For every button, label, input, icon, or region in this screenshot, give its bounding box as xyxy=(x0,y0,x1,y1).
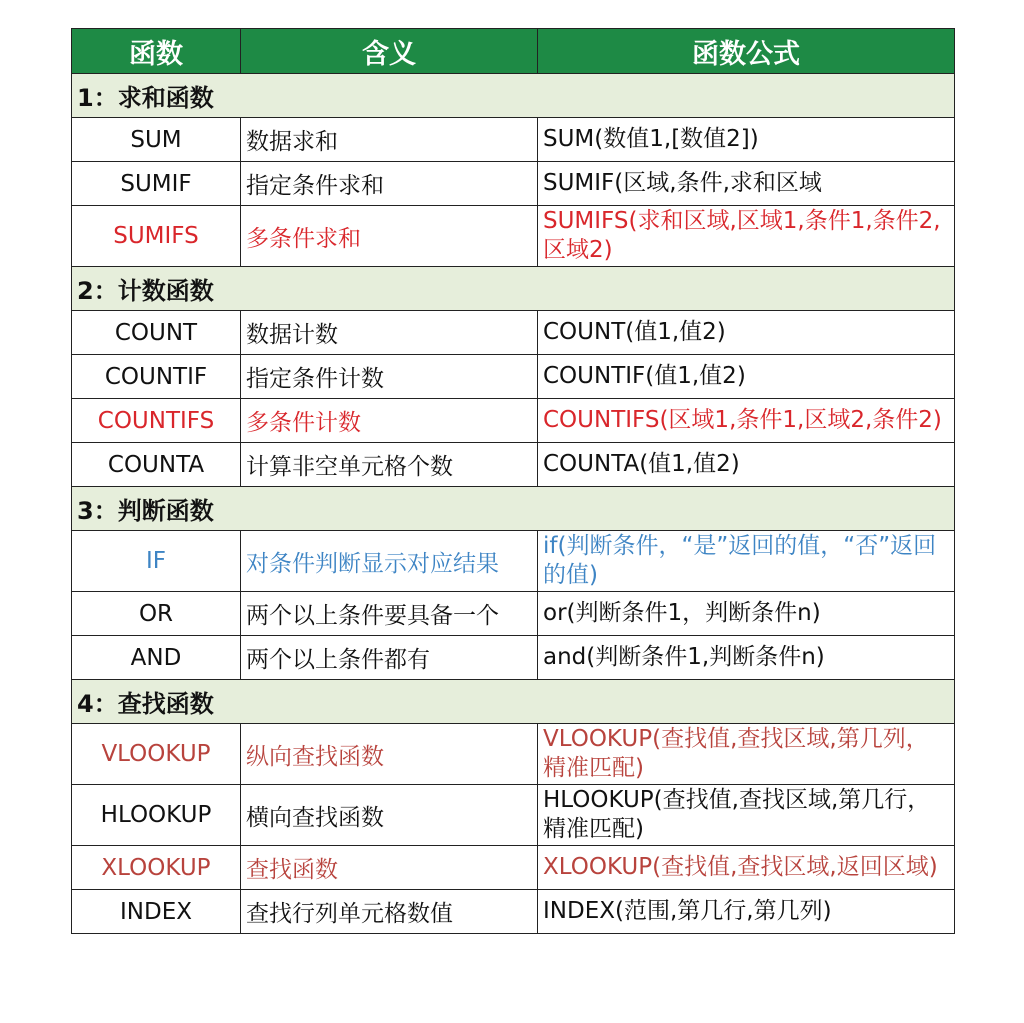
table-header-row xyxy=(72,29,955,74)
table-row xyxy=(72,890,955,934)
section-title: 1：求和函数 xyxy=(72,74,955,118)
section-row-lookup xyxy=(72,680,955,724)
function-formula: COUNT(值1,值2) xyxy=(538,311,955,355)
table-row xyxy=(72,785,955,846)
function-meaning: 指定条件求和 xyxy=(241,162,538,206)
header-meaning: 含义 xyxy=(241,29,538,74)
function-meaning: 两个以上条件要具备一个 xyxy=(241,592,538,636)
function-meaning: 两个以上条件都有 xyxy=(241,636,538,680)
function-meaning: 多条件求和 xyxy=(241,206,538,267)
function-formula: COUNTA(值1,值2) xyxy=(538,443,955,487)
function-formula: COUNTIF(值1,值2) xyxy=(538,355,955,399)
function-name: COUNTIFS xyxy=(72,399,241,443)
function-meaning: 查找函数 xyxy=(241,846,538,890)
function-meaning: 对条件判断显示对应结果 xyxy=(241,531,538,592)
function-name: COUNTIF xyxy=(72,355,241,399)
function-name: COUNT xyxy=(72,311,241,355)
table-row xyxy=(72,443,955,487)
function-name: COUNTA xyxy=(72,443,241,487)
section-row-logic xyxy=(72,487,955,531)
function-meaning: 多条件计数 xyxy=(241,399,538,443)
function-formula: HLOOKUP(查找值,查找区域,第几行，精准匹配) xyxy=(538,785,955,846)
function-meaning: 数据计数 xyxy=(241,311,538,355)
function-meaning: 纵向查找函数 xyxy=(241,724,538,785)
function-name: AND xyxy=(72,636,241,680)
function-formula: XLOOKUP(查找值,查找区域,返回区域) xyxy=(538,846,955,890)
function-formula: if(判断条件，“是”返回的值，“否”返回的值) xyxy=(538,531,955,592)
header-formula: 函数公式 xyxy=(538,29,955,74)
table-row xyxy=(72,355,955,399)
function-name: SUMIFS xyxy=(72,206,241,267)
section-title: 4：查找函数 xyxy=(72,680,955,724)
table-row xyxy=(72,724,955,785)
table-row xyxy=(72,636,955,680)
function-formula: INDEX(范围,第几行,第几列) xyxy=(538,890,955,934)
function-meaning: 计算非空单元格个数 xyxy=(241,443,538,487)
function-meaning: 数据求和 xyxy=(241,118,538,162)
function-name: SUM xyxy=(72,118,241,162)
function-name: VLOOKUP xyxy=(72,724,241,785)
function-formula: SUMIF(区域,条件,求和区域 xyxy=(538,162,955,206)
function-name: INDEX xyxy=(72,890,241,934)
function-name: XLOOKUP xyxy=(72,846,241,890)
table-row xyxy=(72,162,955,206)
table-row xyxy=(72,399,955,443)
function-formula: VLOOKUP(查找值,查找区域,第几列，精准匹配) xyxy=(538,724,955,785)
function-table xyxy=(71,28,955,934)
function-meaning: 指定条件计数 xyxy=(241,355,538,399)
table-row xyxy=(72,846,955,890)
table-row xyxy=(72,311,955,355)
section-row-count xyxy=(72,267,955,311)
function-meaning: 查找行列单元格数值 xyxy=(241,890,538,934)
function-formula: SUM(数值1,[数值2]) xyxy=(538,118,955,162)
function-name: SUMIF xyxy=(72,162,241,206)
function-name: HLOOKUP xyxy=(72,785,241,846)
function-name: OR xyxy=(72,592,241,636)
function-meaning: 横向查找函数 xyxy=(241,785,538,846)
function-formula: or(判断条件1，判断条件n) xyxy=(538,592,955,636)
function-formula: SUMIFS(求和区域,区域1,条件1,条件2,区域2) xyxy=(538,206,955,267)
table-row xyxy=(72,206,955,267)
function-name: IF xyxy=(72,531,241,592)
table-row xyxy=(72,592,955,636)
header-function: 函数 xyxy=(72,29,241,74)
table-row xyxy=(72,118,955,162)
section-title: 3：判断函数 xyxy=(72,487,955,531)
function-formula: COUNTIFS(区域1,条件1,区域2,条件2) xyxy=(538,399,955,443)
section-row-sum xyxy=(72,74,955,118)
function-formula: and(判断条件1,判断条件n) xyxy=(538,636,955,680)
table-row xyxy=(72,531,955,592)
section-title: 2：计数函数 xyxy=(72,267,955,311)
